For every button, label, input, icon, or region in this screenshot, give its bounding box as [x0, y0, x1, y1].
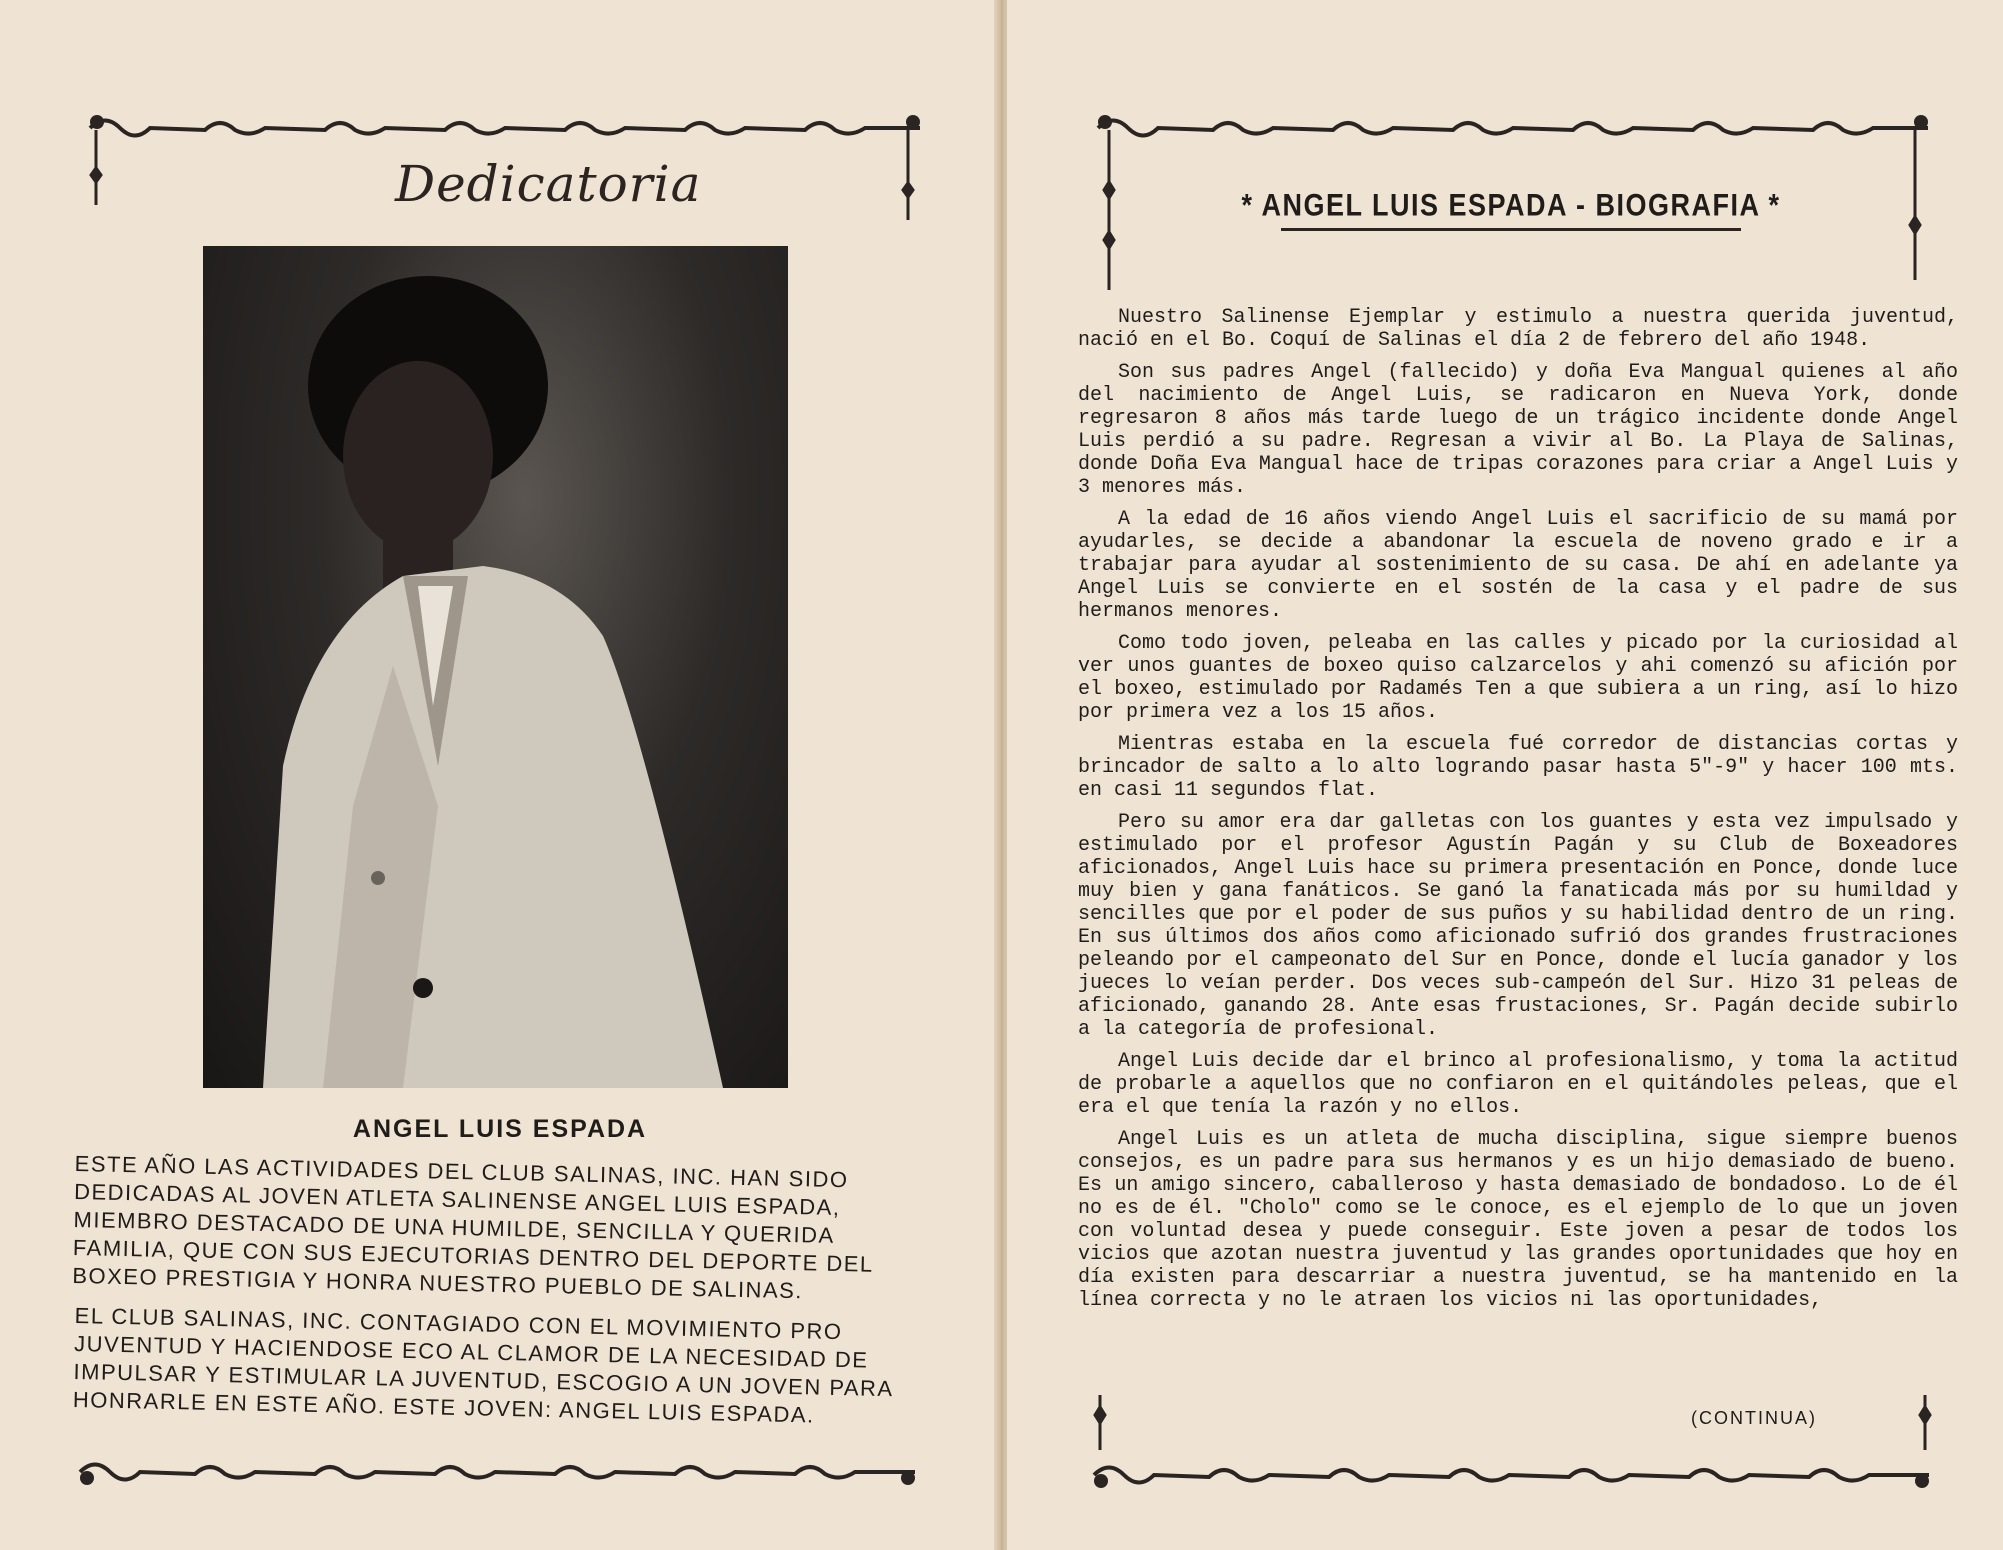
right-side-ornament [1907, 130, 1923, 280]
right-page [1006, 0, 2003, 1550]
title-underline [1281, 228, 1741, 231]
bio-paragraph: Mientras estaba en la escuela fué corredor de distancias cortas y brincador de salto a lo alto logrando pasar hasta 5"-9" y hacer 100 mts. en casi 11 segundos flat. [1078, 733, 1958, 802]
left-side-ornament [88, 130, 104, 205]
bio-paragraph: A la edad de 16 años viendo Angel Luis el sacrificio de su mamá por ayudarles, se decide a abandonar la escuela de noveno grado e ir a trabajar para ayudar al sostenimiento de su casa. De ahí en adelante ya Angel Luis se convierte en el sostén de la casa y el padre de sus hermanos menores. [1078, 508, 1958, 623]
right-side-ornament [900, 130, 916, 220]
bio-paragraph: Como todo joven, peleaba en las calles y picado por la curiosidad al ver unos guantes de boxeo quiso calzarcelos y ahi comenzó su afición por el boxeo, estimulado por Radamés Ten a que subiera a un ring, así lo hizo por primera vez a los 15 años. [1078, 632, 1958, 724]
bottom-right-side-ornament [1917, 1395, 1933, 1450]
top-ornament-border [1093, 108, 1933, 148]
bio-paragraph: Pero su amor era dar galletas con los guantes y esta vez impulsado y estimulado por el profesor Agustín Pagán y su Club de Boxeadores aficionados, Angel Luis hace su primera presentación en Ponce, donde luce muy bien y gana fanáticos. Se ganó la fanaticada más por su humildad y sencilles que por el poder de sus puños y su habilidad dentro de un ring. En sus últimos dos años como aficionado sufrió dos grandes frustraciones peleando por el campeonato del Sur en Ponce, donde el lucía ganador y los jueces lo veían perder. Dos veces sub-campeón del Sur. Hizo 31 peleas de aficionado, ganando 28. Ante esas frustaciones, Sr. Pagán decide subirlo a la categoría de profesional. [1078, 811, 1958, 1041]
portrait-photo [203, 246, 788, 1088]
biography-title: * ANGEL LUIS ESPADA - BIOGRAFIA * [1241, 187, 1781, 223]
top-ornament-border [85, 108, 925, 148]
bottom-ornament-border [1089, 1455, 1934, 1495]
dedication-paragraph-2: EL CLUB SALINAS, INC. CONTAGIADO CON EL MOVIMIENTO PRO JUVENTUD Y HACIENDOSE ECO AL CLAMOR DE LA NECESIDAD DE IMPULSAR Y ESTIMULAR LA JUVENTUD, ESCOGIO A UN JOVEN PARA HONRARLE EN ESTE AÑO. ESTE JOVEN: ANGEL LUIS ESPADA. [72, 1302, 893, 1428]
bio-paragraph: Nuestro Salinense Ejemplar y estimulo a nuestra querida juventud, nació en el Bo. Coquí de Salinas el día 2 de febrero del año 1948. [1078, 306, 1958, 352]
biography-body [1078, 306, 1958, 1321]
bottom-left-side-ornament [1092, 1395, 1108, 1450]
bio-paragraph: Angel Luis es un atleta de mucha disciplina, sigue siempre buenos consejos, es un padre para sus hermanos y es un hijo demasiado de bueno. Es un amigo sincero, caballeroso y hasta demasiado de bondadoso. Lo de él no es de él. "Cholo" como se le conoce, es el ejemplo de lo que un joven con voluntad desea y puede conseguir. Este joven a pesar de todos los vicios que azotan nuestra juventud y las grandes oportunidades que hoy en día existen para descarriar a nuestra juventud, se ha mantenido en la línea correcta y no le atraen los vicios ni las oportunidades, [1078, 1128, 1958, 1312]
left-page [0, 0, 1000, 1550]
bottom-ornament-border [75, 1452, 920, 1492]
left-side-ornament [1101, 130, 1117, 290]
dedication-paragraph-1: ESTE AÑO LAS ACTIVIDADES DEL CLUB SALINAS, INC. HAN SIDO DEDICADAS AL JOVEN ATLETA SALINENSE ANGEL LUIS ESPADA, MIEMBRO DESTACADO DE UNA HUMILDE, SENCILLA Y QUERIDA FAMILIA, QUE CON SUS EJECUTORIAS DENTRO DEL DEPORTE DEL BOXEO PRESTIGIA Y HONRA NUESTRO PUEBLO DE SALINAS. [72, 1150, 874, 1304]
bio-paragraph: Son sus padres Angel (fallecido) y doña Eva Mangual quienes al año del nacimiento de Angel Luis, se radicaron en Nueva York, donde regresaron 8 años más tarde luego de un trágico incidente donde Angel Luis perdió a su padre. Regresan a vivir al Bo. La Playa de Salinas, donde Doña Eva Mangual hace de tripas corazones para criar a Angel Luis y 3 menores más. [1078, 361, 1958, 499]
dedicatoria-title: Dedicatoria [395, 155, 702, 213]
photo-caption-name: ANGEL LUIS ESPADA [352, 1115, 648, 1143]
bio-paragraph: Angel Luis decide dar el brinco al profesionalismo, y toma la actitud de probarle a aquellos que no confiaron en el quitándoles peleas, que el era el que tenía la razón y no ellos. [1078, 1050, 1958, 1119]
continua-label: (CONTINUA) [1691, 1408, 1817, 1428]
